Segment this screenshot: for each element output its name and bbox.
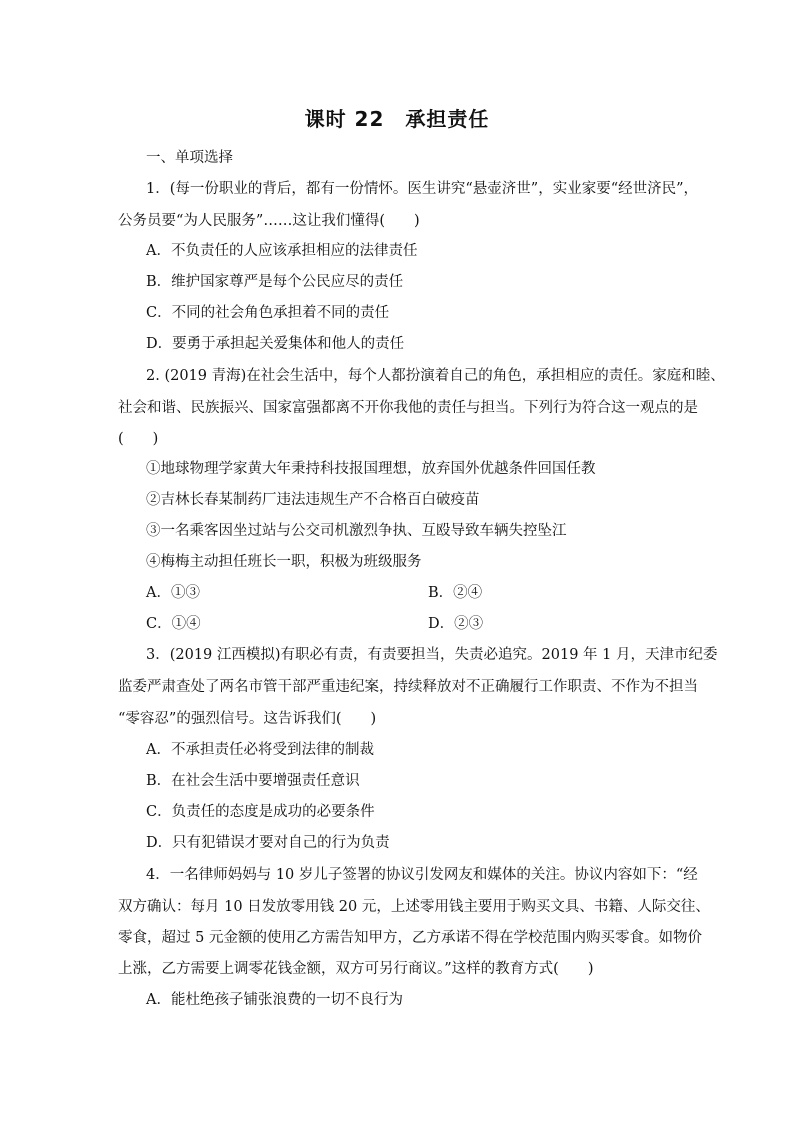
q3-stem-line-1: 3．(2019 江西模拟)有职必有责，有责要担当，失责必追究。2019 年 1 月，天津市纪委: [146, 647, 718, 663]
page-title: 课时 22 承担责任: [304, 107, 490, 131]
q3-option-c: C．负责任的态度是成功的必要条件: [146, 804, 375, 820]
q2-option-a: A．①③: [146, 585, 200, 601]
q2-option-c: C．①④: [146, 616, 201, 632]
q2-stem-line-1: 2. (2019 青海)在社会生活中，每个人都扮演着自己的角色，承担相应的责任。家庭和睦、: [146, 368, 725, 384]
q3-option-a: A．不承担责任必将受到法律的制裁: [146, 742, 374, 758]
q2-option-d: D．②③: [428, 616, 484, 632]
q2-item-3: ③一名乘客因坐过站与公交司机激烈争执、互殴导致车辆失控坠江: [146, 523, 567, 539]
q4-stem-line-3: 零食，超过 5 元金额的使用乙方需告知甲方，乙方承诺不得在学校范围内购买零食。如物价: [118, 930, 702, 946]
q2-stem-line-3: ( ): [118, 431, 159, 447]
q3-option-b: B．在社会生活中要增强责任意识: [146, 773, 360, 789]
q1-option-a: A．不负责任的人应该承担相应的法律责任: [146, 243, 418, 259]
q3-stem-line-2: 监委严肃查处了两名市管干部严重违纪案，持续释放对不正确履行工作职责、不作为不担当: [118, 679, 698, 695]
q1-option-b: B．维护国家尊严是每个公民应尽的责任: [146, 274, 404, 290]
q1-stem-line-2: 公务员要“为人民服务”……这让我们懂得( ): [118, 213, 420, 229]
q3-option-d: D．只有犯错误才要对自己的行为负责: [146, 835, 390, 851]
q1-stem-line-1: 1．(每一份职业的背后，都有一份情怀。医生讲究“悬壶济世”，实业家要“经世济民”，: [146, 181, 699, 197]
q4-stem-line-2: 双方确认：每月 10 日发放零用钱 20 元，上述零用钱主要用于购买文具、书籍、人际交往、: [118, 899, 710, 915]
q2-stem-line-2: 社会和谐、民族振兴、国家富强都离不开你我他的责任与担当。下列行为符合这一观点的是: [118, 400, 698, 416]
section-heading: 一、单项选择: [146, 150, 233, 166]
q4-stem-line-4: 上涨，乙方需要上调零花钱金额，双方可另行商议。”这样的教育方式( ): [118, 961, 594, 977]
q1-option-c: C．不同的社会角色承担着不同的责任: [146, 305, 390, 321]
q2-item-4: ④梅梅主动担任班长一职，积极为班级服务: [146, 554, 422, 570]
q1-option-d: D．要勇于承担起关爱集体和他人的责任: [146, 336, 405, 352]
q4-option-a: A．能杜绝孩子铺张浪费的一切不良行为: [146, 992, 403, 1008]
q2-option-b: B．②④: [428, 585, 483, 601]
q2-item-2: ②吉林长春某制药厂违法违规生产不合格百白破疫苗: [146, 492, 480, 508]
q4-stem-line-1: 4．一名律师妈妈与 10 岁儿子签署的协议引发网友和媒体的关注。协议内容如下：“经: [146, 867, 698, 883]
q3-stem-line-3: “零容忍”的强烈信号。这告诉我们( ): [118, 711, 377, 727]
q2-item-1: ①地球物理学家黄大年秉持科技报国理想，放弃国外优越条件回国任教: [146, 461, 596, 477]
